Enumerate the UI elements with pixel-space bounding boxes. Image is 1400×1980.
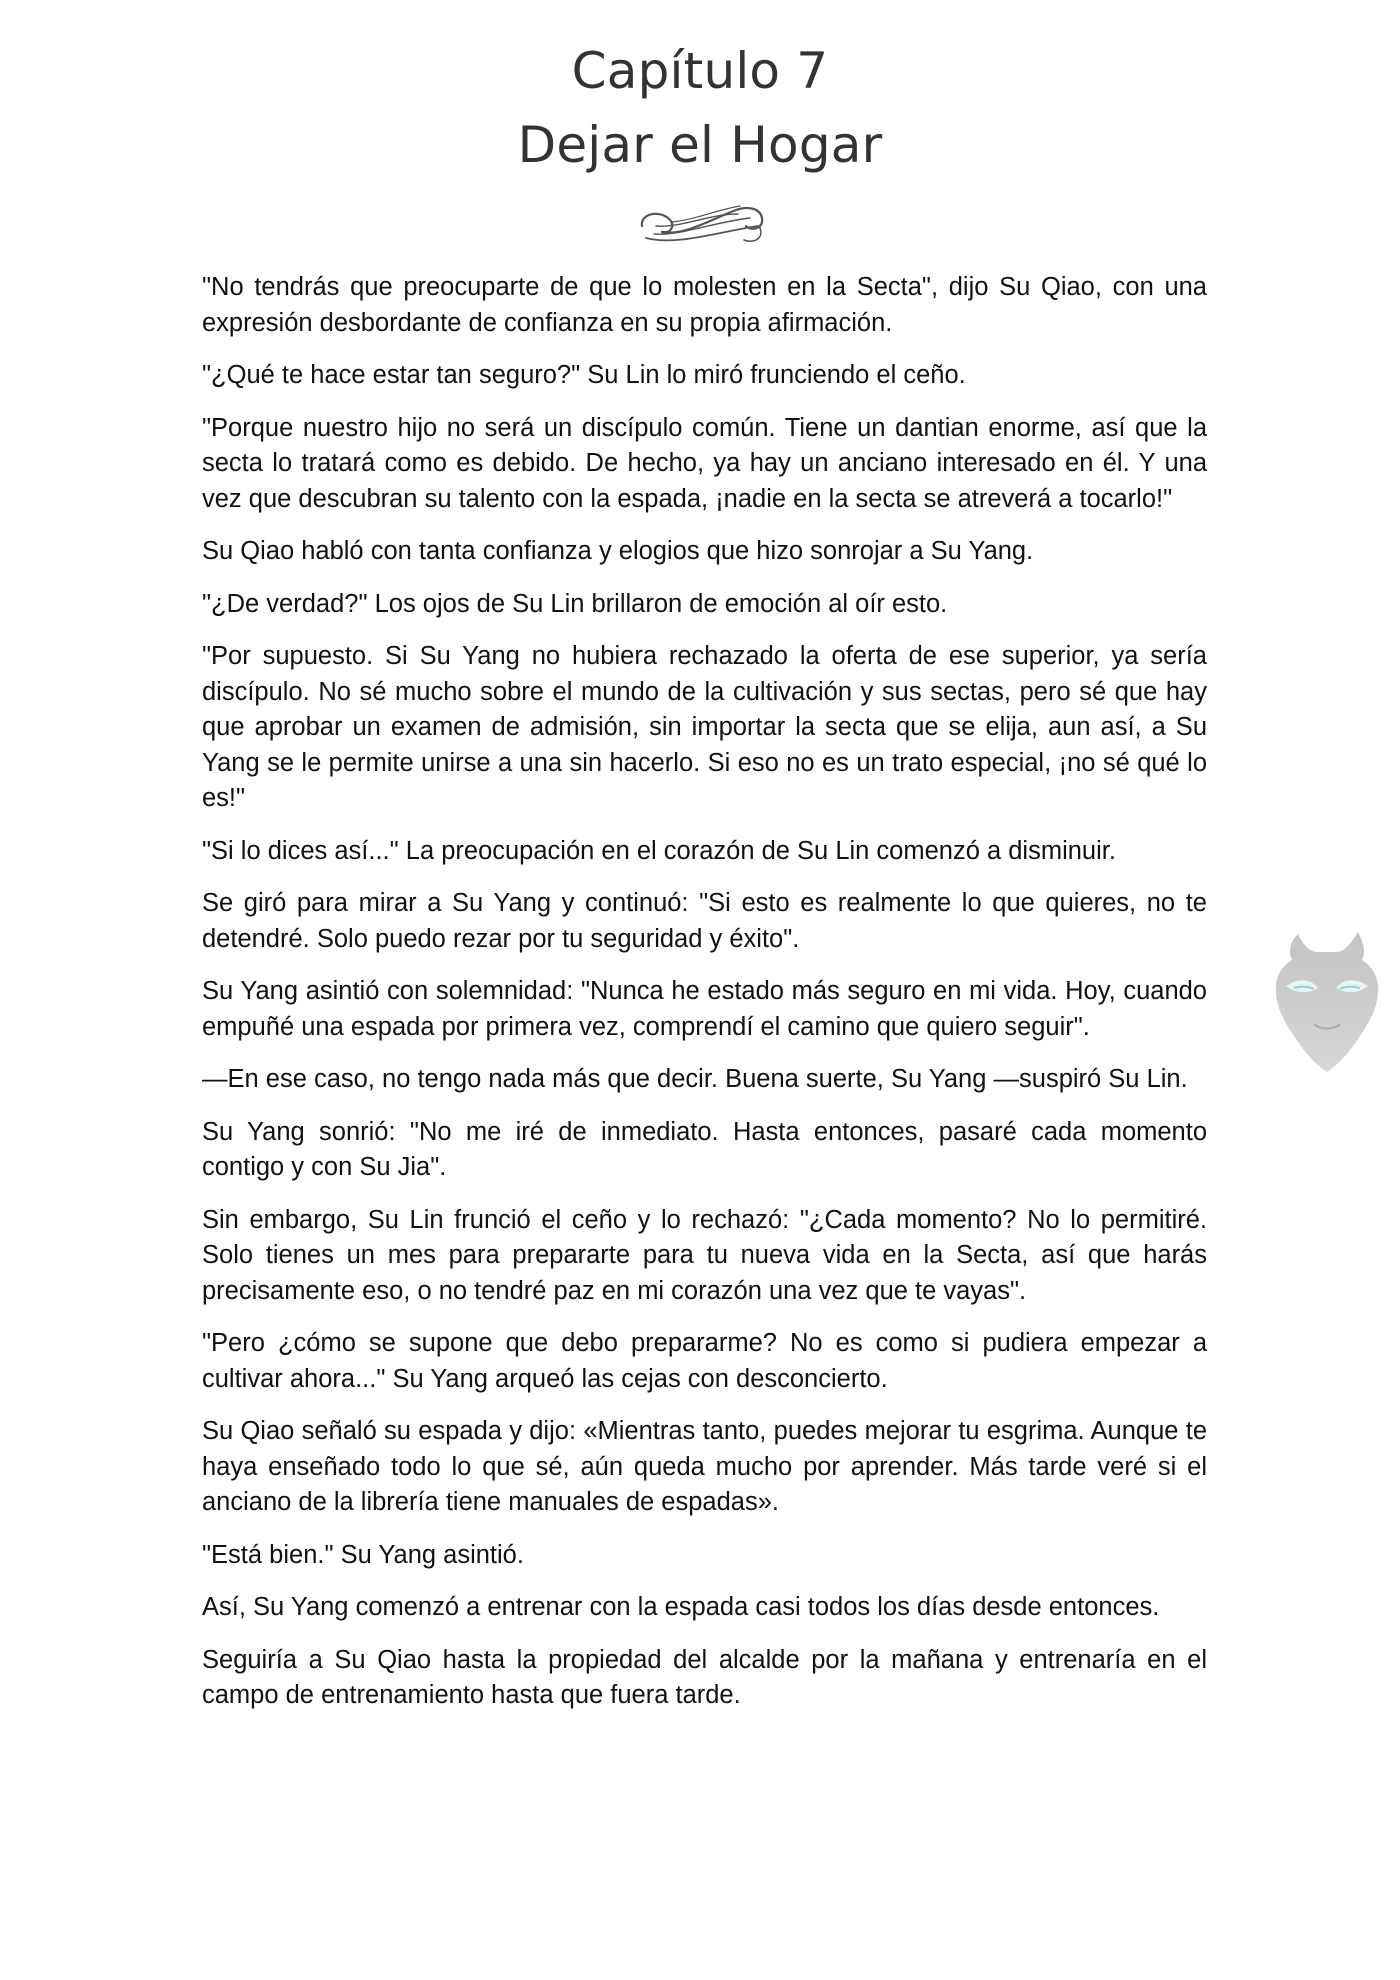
- paragraph: "¿Qué te hace estar tan seguro?" Su Lin lo miró frunciendo el ceño.: [202, 361, 966, 389]
- paragraph: Su Qiao señaló su espada y dijo: «Mientras tanto, puedes mejorar tu esgrima. Aunque te haya enseñado todo lo que sé, aún queda mucho por aprender. Más tarde veré si el anciano de la librería tiene manuales de espadas».: [202, 1417, 1207, 1516]
- paragraph: "¿De verdad?" Los ojos de Su Lin brillaron de emoción al oír esto.: [202, 589, 948, 618]
- paragraph: Sin embargo, Su Lin frunció el ceño y lo rechazó: "¿Cada momento? No lo permitiré. Solo tienes un mes para prepararte para tu nueva vida en la Secta, así que harás precisamente eso, o no tendré paz en mi corazón una vez que te vayas".: [202, 1205, 1207, 1305]
- paragraph: Su Yang asintió con solemnidad: "Nunca he estado más seguro en mi vida. Hoy, cuando empuñé una espada por primera vez, comprendí el camino que quiero seguir".: [202, 977, 1207, 1041]
- paragraph: "No tendrás que preocuparte de que lo molesten en la Secta", dijo Su Qiao, con una expresión desbordante de confianza en su propia afirmación.: [202, 273, 1207, 337]
- flourish-ornament-icon: [632, 196, 772, 250]
- paragraph: "Si lo dices así..." La preocupación en el corazón de Su Lin comenzó a disminuir.: [202, 836, 1116, 865]
- paragraph: "Por supuesto. Si Su Yang no hubiera rechazado la oferta de ese superior, ya sería discípulo. No sé mucho sobre el mundo de la cultivación y sus sectas, pero sé que hay que aprobar un examen de admisión, sin importar la secta que se elija, aun así, a Su Yang se le permite unirse a una sin hacerlo. Si eso no es un trato especial, ¡no sé qué lo es!": [202, 642, 1207, 812]
- paragraph: "Pero ¿cómo se supone que debo prepararme? No es como si pudiera empezar a cultivar ahora..." Su Yang arqueó las cejas con desconcierto.: [202, 1329, 1207, 1393]
- paragraph: "Porque nuestro hijo no será un discípulo común. Tiene un dantian enorme, así que la secta lo tratará como es debido. De hecho, ya hay un anciano interesado en él. Y una vez que descubran su talento con la espada, ¡nadie en la secta se atreverá a tocarlo!": [202, 413, 1207, 513]
- paragraph: Su Qiao habló con tanta confianza y elogios que hizo sonrojar a Su Yang.: [202, 537, 1034, 565]
- paragraph: "Está bien." Su Yang asintió.: [202, 1540, 524, 1569]
- chapter-body: [202, 270, 1207, 1731]
- paragraph: Se giró para mirar a Su Yang y continuó: "Si esto es realmente lo que quieres, no te detendré. Solo puedo rezar por tu seguridad y éxito".: [202, 889, 1207, 953]
- chapter-title: Dejar el Hogar: [517, 116, 883, 174]
- paragraph: Seguiría a Su Qiao hasta la propiedad del alcalde por la mañana y entrenaría en el campo de entrenamiento hasta que fuera tarde.: [202, 1645, 1207, 1709]
- chapter-header: [0, 34, 1400, 182]
- paragraph: Así, Su Yang comenzó a entrenar con la espada casi todos los días desde entonces.: [202, 1593, 1160, 1621]
- chapter-number: Capítulo 7: [571, 42, 829, 100]
- paragraph: —En ese caso, no tengo nada más que decir. Buena suerte, Su Yang —suspiró Su Lin.: [202, 1065, 1188, 1093]
- demon-mask-watermark-icon: [1268, 928, 1386, 1076]
- paragraph: Su Yang sonrió: "No me iré de inmediato. Hasta entonces, pasaré cada momento contigo y con Su Jia".: [202, 1117, 1207, 1181]
